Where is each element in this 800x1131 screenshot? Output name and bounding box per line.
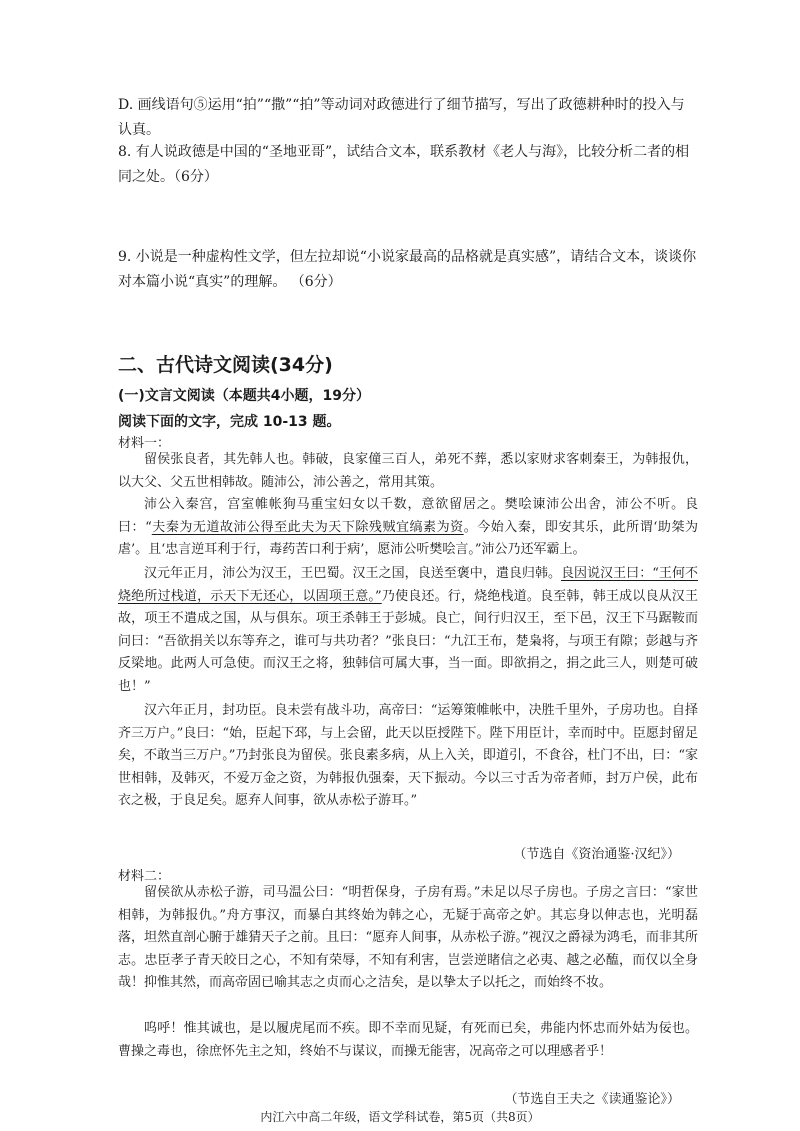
paragraph-2-text-end: 。今始入秦，即安其乐，此所谓‘助桀为虐’。且‘忠言逆耳利于行，毒药苦口利于病’，愿沛公听樊哙言。”沛公乃还军霸上。 [118,519,698,558]
section-subtitle: (一)文言文阅读（本题共4小题，19分） [118,388,371,404]
paragraph-2-text-start: 沛公入秦宫，宫室帷帐狗马重宝妇女以千数，意欲留居之。樊哙谏沛公出舍，沛公不听。良曰：“ [118,497,698,535]
material-2-label: 材料二： [118,869,171,884]
material-1-paragraph-4: 汉六年正月，封功臣。良未尝有战斗功，高帝曰：“运筹策帷帐中，决胜千里外，子房功也。自择齐三万户。”良曰：“始，臣起下邳，与上会留，此天以臣授陛下。陛下用臣计，幸而时中。臣愿封留足矣，不敢当三万户。”乃封张良为留侯。张良素多病，从上入关，即道引，不食谷，杜门不出，曰：“家世相韩，及韩灭，不爱万金之资，为韩报仇强秦，天下振动。今以三寸舌为帝者师，封万户侯，此布衣之极，于良足矣。愿弃人间事，欲从赤松子游耳。” [118,703,698,809]
material-1-paragraph-3 [118,563,698,699]
underlined-sentence-2: 良因说汉王曰：“王何不烧绝所过栈道，示天下无还心，以固项王意。” [118,566,698,604]
material-2-paragraph-1: 留侯欲从赤松子游，司马温公曰：“明哲保身，子房有焉。”未足以尽子房也。子房之言曰：“家世相韩，为韩报仇。”舟方事汉，而暴白其终始为韩之心，无疑于高帝之妒。其忘身以伸志也，光明磊落，坦然直剖心腑于雄猜天子之前。且曰：“愿弃人间事，从赤松子游。”视汉之爵禄为鸿毛，而非其所志。忠臣孝子青天皎日之心，不知有荣辱，不知有利害，岂尝逆睹信之必夷、越之必醢，而仅以全身哉！抑惟其然，而高帝固已喻其志之贞而心之洁矣，是以挚太子以托之，而始终不妆。 [118,885,698,991]
material-1-source: （节选自《资治通鉴·汉纪》） [513,847,680,862]
paragraph-3-text-start: 汉元年正月，沛公为汉王，王巴蜀。汉王之国，良送至褒中，遣良归韩。 [144,566,562,581]
section-title: 二、古代诗文阅读(34分) [118,354,333,376]
material-1-label: 材料一： [118,436,171,451]
section-instruction: 阅读下面的文字，完成 10-13 题。 [118,414,341,430]
paragraph-3-text-end: 乃使良还。行，烧绝栈道。良至韩，韩王成以良从汉王故，项王不遣成之国，从与俱东。项王杀韩王于彭城。良亡，间行归汉王，至下邑，汉王下马踞鞍而问曰：“吾欲捐关以东等弃之，谁可与共功者？”张良曰：“九江王布，楚枭将，与项王有隙；彭越与齐反梁地。此两人可急使。而汉王之将，独韩信可属大事，当一面。即欲捐之，捐之此三人，则楚可破也！” [118,588,698,694]
material-1-paragraph-2 [118,494,698,562]
page-footer: 内江六中高二年级，语文学科试卷，第5页（共8页） [260,1110,540,1124]
question-9: 9. 小说是一种虚构性文学，但左拉却说“小说家最高的品格就是真实感”，请结合文本，谈谈你对本篇小说“真实”的理解。 （6分） [118,249,697,290]
material-2-paragraph-2: 呜呼！惟其诚也，是以履虎尾而不疾。即不幸而见疑，有死而已矣，弗能内怀忠而外姑为佞也。曹操之毒也，徐庶怀先主之知，终始不与谋议，而操无能害，况高帝之可以理感者乎！ [118,1021,698,1059]
underlined-sentence-1: 夫秦为无道故沛公得至此夫为天下除残贼宜缟素为资 [151,519,464,535]
question-8: 8. 有人说政德是中国的“圣地亚哥”，试结合文本，联系教材《老人与海》，比较分析二者的相同之处。（6分） [118,144,690,185]
material-1-paragraph-1: 留侯张良者，其先韩人也。韩破，良家僮三百人，弟死不葬，悉以家财求客刺秦王，为韩报仇，以大父、父五世相韩故。随沛公，沛公善之，常用其策。 [118,452,698,490]
question-7-option-d: D. 画线语句⑤运用“拍”“撒”“拍”等动词对政德进行了细节描写，写出了政德耕种时的投入与认真。 [118,97,685,138]
material-2-source: （节选自王夫之《读通鉴论》） [504,1092,680,1107]
